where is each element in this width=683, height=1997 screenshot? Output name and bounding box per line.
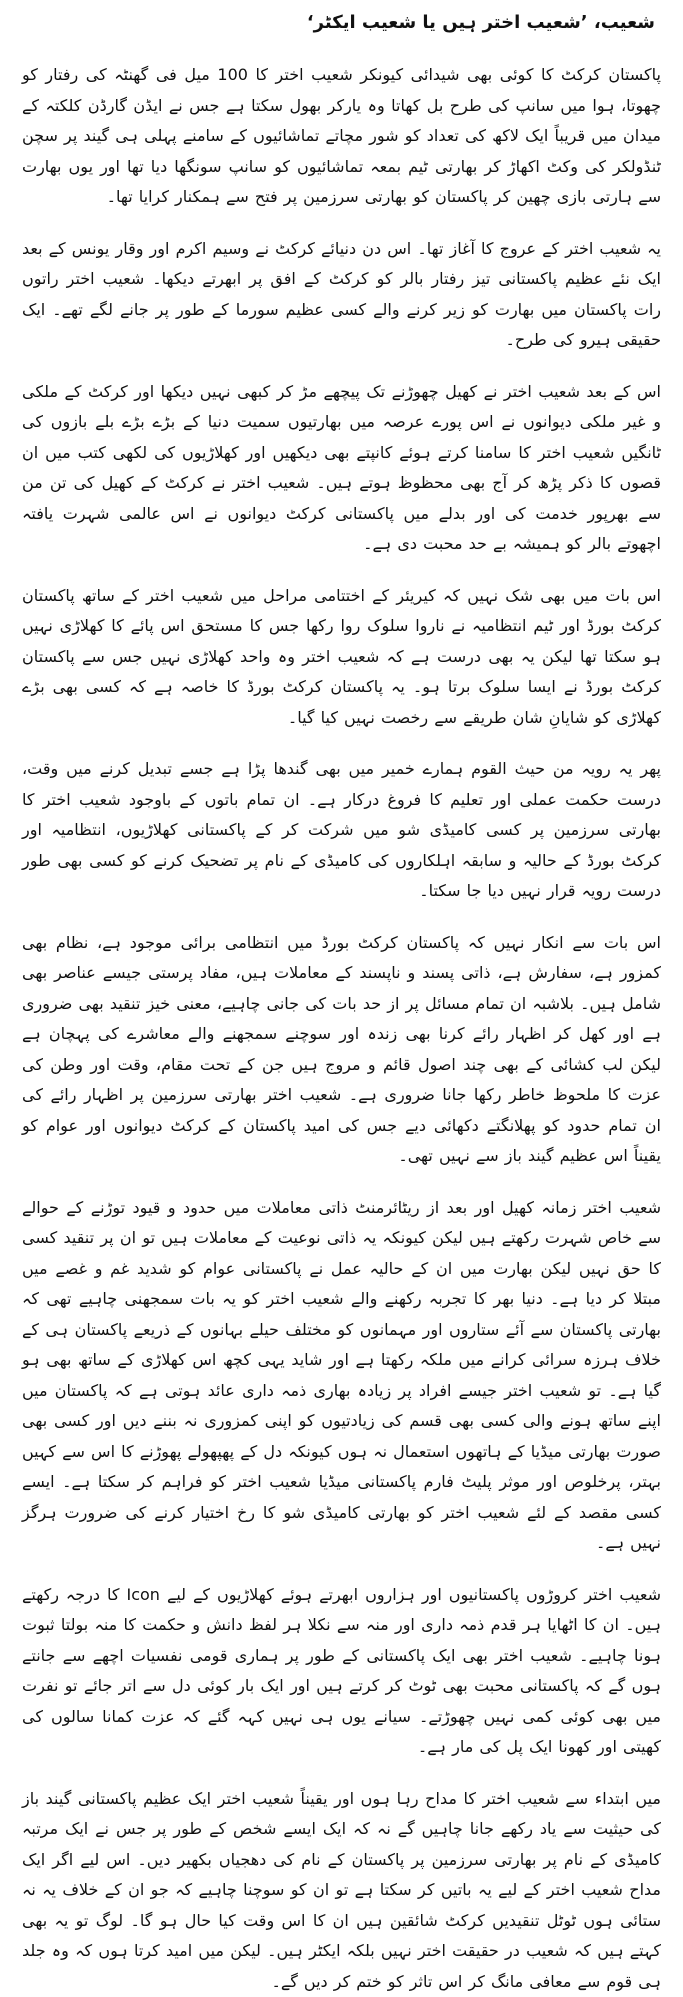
article-paragraph-2: یہ شعیب اختر کے عروج کا آغاز تھا۔ اس دن دنیائے کرکٹ نے وسیم اکرم اور وقار یونس کے بعد ایک نئے عظیم پاکستانی تیز رفتار بالر کو کرکٹ کے افق پر ابھرتے دیکھا۔ شعیب اختر راتوں رات پاکستان میں بھارت کو زیر کرنے والے کسی عظیم سورما کے طور پر جانے لگے تھے۔ ایک حقیقی ہیرو کی طرح۔	[22, 234, 661, 356]
article-paragraph-5: پھر یہ رویہ من حیث القوم ہمارے خمیر میں بھی گندھا پڑا ہے جسے تبدیل کرنے میں وقت، درست حکمت عملی اور تعلیم کا فروغ درکار ہے۔ ان تمام باتوں کے باوجود شعیب اختر کا بھارتی سرزمین پر کسی کامیڈی شو میں شرکت کر کے پاکستانی کھلاڑیوں، انتظامیہ اور کرکٹ بورڈ کے حالیہ و سابقہ اہلکاروں کی کامیڈی کے نام پر تضحیک کرنے کو کسی بھی طور درست رویہ قرار نہیں دیا جا سکتا۔	[22, 754, 661, 907]
article-title: شعیب، ’شعیب اختر ہیں یا شعیب ایکٹر‘	[22, 8, 655, 38]
article-paragraph-9: میں ابتداء سے شعیب اختر کا مداح رہا ہوں اور یقیناً شعیب اختر ایک عظیم پاکستانی گیند باز کی حیثیت سے یاد رکھے جانا چاہیں گے نہ کہ ایک ایسے شخص کے طور پر جس نے ایک مرتبہ کامیڈی کے نام پر بھارتی سرزمین پر پاکستان کے نام کی دھجیاں بکھیر دیں۔ اس لیے اگر ایک مداح شعیب اختر کے لیے یہ باتیں کر سکتا ہے تو ان کو سوچنا چاہیے کہ جو ان کے خلاف یہ نہ ستائی ہوں ٹوٹل تنقیدیں کرکٹ شائقین ہیں ان کا اس وقت کیا حال ہو گا۔ لوگ تو یہ بھی کہتے ہیں کہ شعیب در حقیقت اختر نہیں بلکہ ایکٹر ہیں۔ لیکن میں امید کرتا ہوں کہ وہ جلد ہی قوم سے معافی مانگ کر اس تاثر کو ختم کر دیں گے۔	[22, 1784, 661, 1997]
article-paragraph-8: شعیب اختر کروڑوں پاکستانیوں اور ہزاروں ابھرتے ہوئے کھلاڑیوں کے لیے Icon کا درجہ رکھتے ہیں۔ ان کا اٹھایا ہر قدم ذمہ داری اور منہ سے نکلا ہر لفظ دانش و حکمت کا منہ بولتا ثبوت ہونا چاہیے۔ شعیب اختر بھی ایک پاکستانی کے طور پر ہماری قومی نفسیات اچھے سے جانتے ہوں گے کہ پاکستانی محبت بھی ٹوٹ کر کرتے ہیں اور ایک بار کوئی دل سے اتر جائے تو نفرت میں بھی کوئی کمی نہیں چھوڑتے۔ سیانے یوں ہی نہیں کہہ گئے کہ عزت کمانا سالوں کی کھیتی اور کھونا ایک پل کی مار ہے۔	[22, 1580, 661, 1763]
article-paragraph-6: اس بات سے انکار نہیں کہ پاکستان کرکٹ بورڈ میں انتظامی برائی موجود ہے، نظام بھی کمزور ہے، سفارش ہے، ذاتی پسند و ناپسند کے معاملات ہیں، مفاد پرستی جیسے عناصر بھی شامل ہیں۔ بلاشبہ ان تمام مسائل پر از حد بات کی جانی چاہیے، معنی خیز تنقید بھی ضروری ہے اور کھل کر اظہار رائے کرنا بھی زندہ اور سوچنے سمجھنے والے معاشرے کی پہچان ہے لیکن لب کشائی کے بھی چند اصول قائم و مروج ہیں جن کے تحت مقام، وقت اور وطن کی عزت کا ملحوظ خاطر رکھا جانا ضروری ہے۔ شعیب اختر بھارتی سرزمین پر اظہار رائے کی ان تمام حدود کو پھلانگتے دکھائی دیے جس کی امید پاکستان کے کرکٹ دیوانوں اور عوام کو یقیناً اس عظیم گیند باز سے نہیں تھی۔	[22, 928, 661, 1172]
article-paragraph-1: پاکستان کرکٹ کا کوئی بھی شیدائی کیونکر شعیب اختر کا 100 میل فی گھنٹہ کی رفتار کو چھوتا، ہوا میں سانپ کی طرح بل کھاتا وہ یارکر بھول سکتا ہے جس نے ایڈن گارڈن کلکتہ کے میدان میں قریباً ایک لاکھ کی تعداد کو شور مچاتے تماشائیوں کے سامنے پہلی ہی گیند پر سچن ٹنڈولکر کی وکٹ اکھاڑ کر بھارتی ٹیم بمعہ تماشائیوں کو سانپ سونگھا دیا تھا اور یوں بھارت سے ہارتی بازی چھین کر پاکستان کو بھارتی سرزمین پر فتح سے ہمکنار کرایا تھا۔	[22, 60, 661, 213]
article-paragraph-3: اس کے بعد شعیب اختر نے کھیل چھوڑنے تک پیچھے مڑ کر کبھی نہیں دیکھا اور کرکٹ کے ملکی و غیر ملکی دیوانوں نے اس پورے عرصہ میں بھارتیوں سمیت دنیا کے بڑے بڑے بلے بازوں کی ٹانگیں شعیب اختر کا سامنا کرتے ہوئے کانپتے بھی دیکھیں اور کھلاڑیوں کی لکھی کتب میں ان قصوں کا ذکر پڑھ کر آج بھی محظوظ ہوتے ہیں۔ شعیب اختر نے کرکٹ کے کھیل کی تن من سے بھرپور خدمت کی اور بدلے میں پاکستانی کرکٹ دیوانوں نے اس عالمی شہرت یافتہ اچھوتے بالر کو ہمیشہ بے حد محبت دی ہے۔	[22, 377, 661, 560]
article-paragraph-7: شعیب اختر زمانہ کھیل اور بعد از ریٹائرمنٹ ذاتی معاملات میں حدود و قیود توڑنے کے حوالے سے خاص شہرت رکھتے ہیں لیکن کیونکہ یہ ذاتی نوعیت کے معاملات ہیں تو ان پر تنقید کسی کا حق نہیں لیکن بھارت میں ان کے حالیہ عمل نے پاکستانی عوام کو شدید غم و غصے میں مبتلا کر دیا ہے۔ دنیا بھر کا تجربہ رکھنے والے شعیب اختر کو یہ بات سمجھنی چاہیے تھی کہ بھارتی پاکستان سے آئے ستاروں اور مہمانوں کو مختلف حیلے بہانوں کے ذریعے پاکستان ہی کے خلاف ہرزہ سرائی کرانے میں ملکہ رکھتا ہے اور شاید یہی کچھ اس کھلاڑی کے ساتھ بھی ہو گیا ہے۔ تو شعیب اختر جیسے افراد پر زیادہ بھاری ذمہ داری عائد ہوتی ہے کہ پاکستان میں اپنے ساتھ ہونے والی کسی بھی قسم کی زیادتیوں کو اپنی کمزوری نہ بننے دیں اور کسی بھی صورت بھارتی میڈیا کے ہاتھوں استعمال نہ ہوں کیونکہ دل کے پھپھولے پھوڑنے کا اس سے کہیں بہتر، پرخلوص اور موثر پلیٹ فارم پاکستانی میڈیا شعیب اختر کو فراہم کر سکتا ہے۔ ایسے کسی مقصد کے لئے شعیب اختر کو بھارتی کامیڈی شو کا رخ اختیار کرنے کی ضرورت ہرگز نہیں ہے۔	[22, 1193, 661, 1559]
article-paragraph-4: اس بات میں بھی شک نہیں کہ کیریئر کے اختتامی مراحل میں شعیب اختر کے ساتھ پاکستان کرکٹ بورڈ اور ٹیم انتظامیہ نے ناروا سلوک روا رکھا جس کا مستحق اس پائے کا کھلاڑی نہیں ہو سکتا تھا لیکن یہ بھی درست ہے کہ شعیب اختر وہ واحد کھلاڑی نہیں جس سے پاکستان کرکٹ بورڈ نے ایسا سلوک برتا ہو۔ یہ پاکستان کرکٹ بورڈ کا خاصہ ہے کہ کسی بھی بڑے کھلاڑی کو شایانِ شان طریقے سے رخصت نہیں کیا گیا۔	[22, 581, 661, 734]
